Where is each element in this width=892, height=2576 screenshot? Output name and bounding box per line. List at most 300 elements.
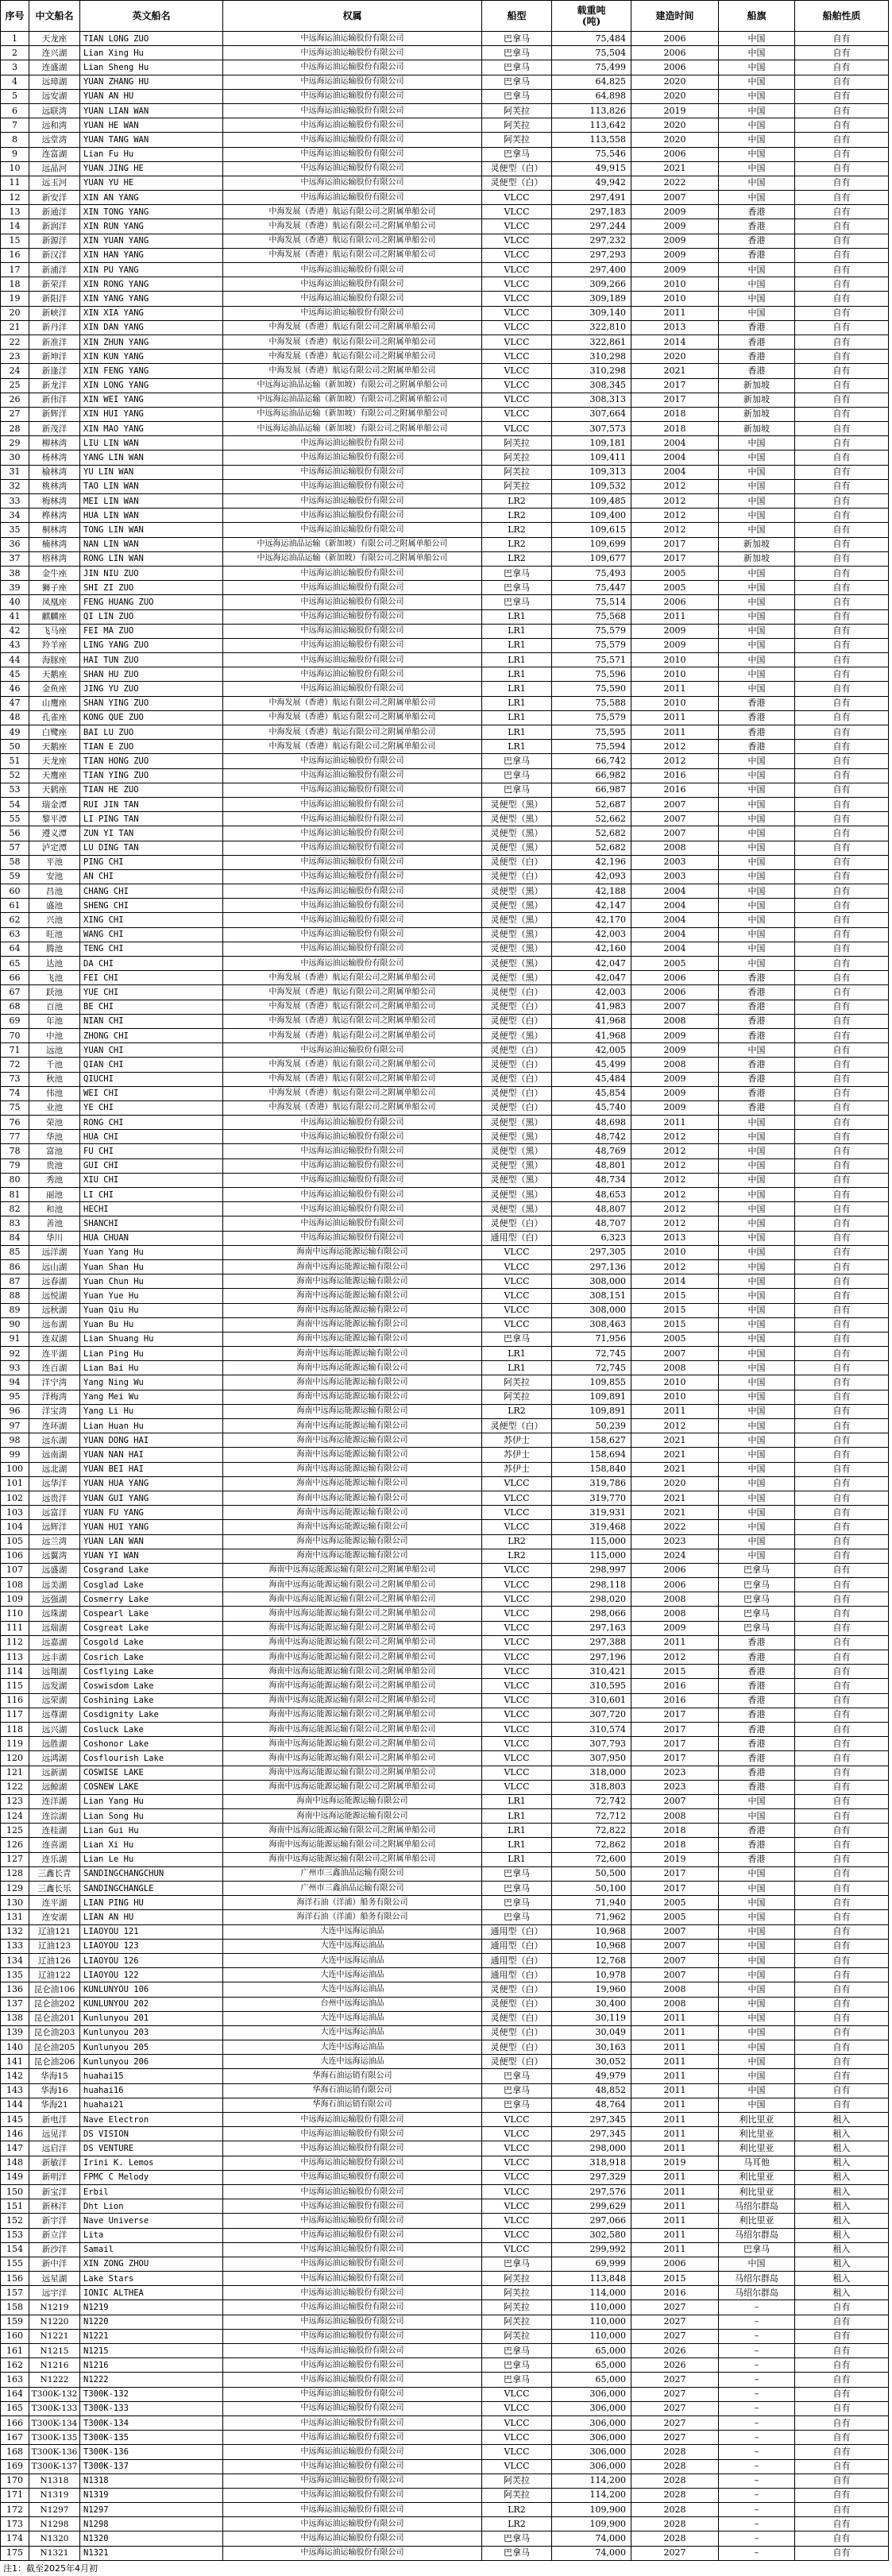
cell-flag: 香港 — [719, 1708, 795, 1722]
cell-ship-type: 阿芙拉 — [482, 118, 552, 133]
cell-dwt: 75,504 — [552, 46, 631, 60]
cell-dwt: 310,421 — [552, 1665, 631, 1679]
cell-seq: 86 — [1, 1259, 29, 1274]
table-row — [1, 509, 889, 523]
cell-ship-type: LR1 — [482, 1838, 552, 1852]
cell-nature: 自有 — [795, 1520, 889, 1534]
cell-en-name: Lian Ping Hu — [80, 1347, 223, 1361]
cell-ship-type: 苏伊士 — [482, 1433, 552, 1448]
cell-build-year: 2007 — [631, 1953, 719, 1967]
cell-en-name: HUA LIN WAN — [80, 509, 223, 523]
table-row — [1, 638, 889, 652]
cell-cn-name: 新电洋 — [29, 2113, 80, 2127]
cell-en-name: Cosgold Lake — [80, 1635, 223, 1650]
cell-seq: 59 — [1, 869, 29, 884]
cell-ownership: 中远海运油运输股份有限公司 — [223, 2199, 482, 2214]
cell-en-name: XIN HUI YANG — [80, 407, 223, 421]
table-row — [1, 2431, 889, 2445]
cell-ship-type: 阿芙拉 — [482, 451, 552, 465]
cell-seq: 69 — [1, 1014, 29, 1028]
cell-ship-type: LR2 — [482, 2503, 552, 2517]
cell-cn-name: T300K-132 — [29, 2387, 80, 2401]
cell-flag: – — [719, 2387, 795, 2401]
cell-dwt: 310,298 — [552, 364, 631, 378]
cell-en-name: LIAOYOU 123 — [80, 1939, 223, 1953]
table-row — [1, 696, 889, 710]
cell-ownership: 海南中远海运能源运输有限公司之附属单船公司 — [223, 1635, 482, 1650]
cell-en-name: Lake Stars — [80, 2272, 223, 2286]
cell-en-name: SHI ZI ZUO — [80, 581, 223, 595]
cell-dwt: 109,615 — [552, 523, 631, 537]
cell-build-year: 2028 — [631, 2445, 719, 2459]
cell-en-name: Lian Xing Hu — [80, 46, 223, 60]
cell-build-year: 2015 — [631, 1289, 719, 1303]
cell-seq: 145 — [1, 2113, 29, 2127]
table-row — [1, 1997, 889, 2011]
cell-en-name: XIU CHI — [80, 1173, 223, 1187]
cell-flag: 中国 — [719, 1939, 795, 1953]
cell-ship-type: 通用型（白） — [482, 1924, 552, 1939]
cell-cn-name: 新宝洋 — [29, 2184, 80, 2199]
table-header-row — [1, 1, 889, 32]
cell-ownership: 中远海运油运输股份有限公司 — [223, 2156, 482, 2170]
cell-en-name: LU DING TAN — [80, 841, 223, 855]
table-row — [1, 2184, 889, 2199]
cell-ownership: 海南中远海运能源运输有限公司之附属单船公司 — [223, 1751, 482, 1766]
cell-ownership: 中远海运油运输股份有限公司 — [223, 797, 482, 811]
cell-flag: 中国 — [719, 191, 795, 205]
cell-seq: 110 — [1, 1607, 29, 1621]
cell-ownership: 中海发展（香港）航运有限公司之附属单船公司 — [223, 234, 482, 248]
cell-flag: 中国 — [719, 277, 795, 292]
cell-ship-type: VLCC — [482, 1520, 552, 1534]
cell-en-name: FENG HUANG ZUO — [80, 595, 223, 609]
cell-ownership: 中远海运油运输股份有限公司 — [223, 2228, 482, 2242]
cell-flag: 中国 — [719, 927, 795, 942]
cell-en-name: T300K-135 — [80, 2431, 223, 2445]
cell-build-year: 2009 — [631, 1621, 719, 1635]
cell-flag: – — [719, 2445, 795, 2459]
cell-seq: 91 — [1, 1332, 29, 1346]
cell-flag: 新加坡 — [719, 407, 795, 421]
cell-ownership: 中远海运油运输股份有限公司 — [223, 1202, 482, 1216]
cell-en-name: XIN WEI YANG — [80, 393, 223, 407]
cell-ship-type: 巴拿马 — [482, 754, 552, 768]
cell-build-year: 2008 — [631, 1361, 719, 1375]
cell-ownership: 海南中远海运能源运输有限公司 — [223, 1404, 482, 1418]
cell-seq: 68 — [1, 1000, 29, 1014]
cell-dwt: 306,000 — [552, 2445, 631, 2459]
cell-seq: 163 — [1, 2373, 29, 2387]
cell-flag: 巴拿马 — [719, 1592, 795, 1607]
cell-flag: 新加坡 — [719, 393, 795, 407]
cell-build-year: 2012 — [631, 494, 719, 509]
cell-build-year: 2011 — [631, 2214, 719, 2228]
cell-seq: 19 — [1, 292, 29, 306]
table-row — [1, 1982, 889, 1997]
cell-build-year: 2011 — [631, 2113, 719, 2127]
cell-ship-type: 阿芙拉 — [482, 103, 552, 118]
cell-seq: 98 — [1, 1433, 29, 1448]
cell-flag: 中国 — [719, 118, 795, 133]
table-row — [1, 1259, 889, 1274]
cell-ownership: 中远海运油运输股份有限公司 — [223, 841, 482, 855]
cell-build-year: 2005 — [631, 957, 719, 971]
cell-seq: 90 — [1, 1317, 29, 1332]
cell-cn-name: 金鱼座 — [29, 682, 80, 696]
table-row — [1, 2242, 889, 2257]
cell-en-name: Cosgreat Lake — [80, 1621, 223, 1635]
cell-nature: 自有 — [795, 1910, 889, 1924]
cell-seq: 127 — [1, 1852, 29, 1866]
cell-flag: 中国 — [719, 812, 795, 826]
cell-en-name: YUE CHI — [80, 985, 223, 1000]
cell-ship-type: VLCC — [482, 191, 552, 205]
cell-seq: 138 — [1, 2011, 29, 2025]
cell-dwt: 42,005 — [552, 1043, 631, 1058]
cell-cn-name: 远新湖 — [29, 1766, 80, 1780]
cell-build-year: 2004 — [631, 913, 719, 927]
cell-cn-name: 跃池 — [29, 985, 80, 1000]
cell-ownership: 海南中远海运能源运输有限公司 — [223, 1448, 482, 1462]
cell-cn-name: 远堂湾 — [29, 133, 80, 147]
cell-cn-name: 新浦洋 — [29, 263, 80, 277]
cell-ship-type: 灵便型（白） — [482, 2011, 552, 2025]
cell-cn-name: 新润洋 — [29, 219, 80, 234]
cell-nature: 自有 — [795, 1534, 889, 1549]
cell-seq: 153 — [1, 2228, 29, 2242]
cell-seq: 167 — [1, 2431, 29, 2445]
cell-nature: 自有 — [795, 1086, 889, 1100]
cell-cn-name: 桐林湾 — [29, 523, 80, 537]
cell-cn-name: 柳林湾 — [29, 436, 80, 451]
cell-ship-type: 阿芙拉 — [482, 465, 552, 479]
cell-flag: 香港 — [719, 1693, 795, 1708]
table-row — [1, 2474, 889, 2488]
cell-ownership: 中海发展（香港）航运有限公司之附属单船公司 — [223, 350, 482, 364]
cell-dwt: 10,968 — [552, 1939, 631, 1953]
cell-flag: 香港 — [719, 1852, 795, 1866]
table-row — [1, 248, 889, 262]
cell-seq: 42 — [1, 624, 29, 638]
cell-seq: 38 — [1, 566, 29, 580]
cell-seq: 124 — [1, 1809, 29, 1824]
cell-en-name: QIAN CHI — [80, 1058, 223, 1072]
cell-en-name: Yang Mei Wu — [80, 1390, 223, 1404]
cell-en-name: huahai16 — [80, 2083, 223, 2098]
cell-nature: 自有 — [795, 826, 889, 841]
table-row — [1, 1780, 889, 1794]
cell-build-year: 2022 — [631, 1520, 719, 1534]
cell-build-year: 2020 — [631, 1476, 719, 1491]
cell-build-year: 2009 — [631, 1086, 719, 1100]
cell-cn-name: 远贵洋 — [29, 1491, 80, 1505]
cell-en-name: Yang Li Hu — [80, 1404, 223, 1418]
cell-cn-name: 新安洋 — [29, 191, 80, 205]
cell-en-name: IONIC ALTHEA — [80, 2286, 223, 2300]
cell-en-name: Nave Universe — [80, 2214, 223, 2228]
cell-dwt: 113,848 — [552, 2272, 631, 2286]
cell-seq: 97 — [1, 1419, 29, 1433]
cell-nature: 自有 — [795, 2040, 889, 2055]
cell-en-name: FPMC C Melody — [80, 2170, 223, 2184]
cell-nature: 自有 — [795, 1578, 889, 1592]
table-row — [1, 1043, 889, 1058]
table-row — [1, 768, 889, 783]
cell-en-name: Lian Xi Hu — [80, 1838, 223, 1852]
cell-ownership: 中远海运油运输股份有限公司 — [223, 957, 482, 971]
cell-flag: 香港 — [719, 710, 795, 725]
cell-en-name: NAN LIN WAN — [80, 537, 223, 551]
table-body — [1, 32, 889, 2561]
cell-en-name: Cosrich Lake — [80, 1650, 223, 1665]
cell-en-name: Cosflying Lake — [80, 1665, 223, 1679]
cell-ship-type: VLCC — [482, 1245, 552, 1259]
cell-nature: 自有 — [795, 191, 889, 205]
header-cn-name: 中文船名 — [29, 1, 80, 32]
cell-nature: 租入 — [795, 2242, 889, 2257]
cell-dwt: 75,514 — [552, 595, 631, 609]
cell-build-year: 2014 — [631, 335, 719, 349]
cell-en-name: NIAN CHI — [80, 1014, 223, 1028]
cell-ship-type: 灵便型（白） — [482, 869, 552, 884]
cell-nature: 自有 — [795, 2300, 889, 2315]
cell-cn-name: 远美湖 — [29, 1578, 80, 1592]
cell-nature: 租入 — [795, 2199, 889, 2214]
table-row — [1, 494, 889, 509]
cell-en-name: Lian Sheng Hu — [80, 60, 223, 75]
cell-seq: 94 — [1, 1375, 29, 1390]
cell-en-name: YUAN BEI HAI — [80, 1462, 223, 1476]
table-row — [1, 234, 889, 248]
table-row — [1, 624, 889, 638]
cell-seq: 64 — [1, 942, 29, 956]
table-row — [1, 205, 889, 219]
cell-nature: 自有 — [795, 1476, 889, 1491]
cell-flag: 中国 — [719, 768, 795, 783]
table-row — [1, 653, 889, 667]
cell-seq: 4 — [1, 75, 29, 89]
cell-build-year: 2004 — [631, 927, 719, 942]
cell-cn-name: 百池 — [29, 1000, 80, 1014]
cell-cn-name: 天鹅座 — [29, 667, 80, 682]
table-row — [1, 1607, 889, 1621]
cell-nature: 自有 — [795, 1028, 889, 1042]
cell-nature: 自有 — [795, 609, 889, 624]
cell-nature: 自有 — [795, 306, 889, 320]
cell-dwt: 308,000 — [552, 1303, 631, 1317]
cell-build-year: 2011 — [631, 2083, 719, 2098]
cell-en-name: JIN NIU ZUO — [80, 566, 223, 580]
cell-seq: 40 — [1, 595, 29, 609]
cell-ship-type: 灵便型（白） — [482, 1982, 552, 1997]
cell-ship-type: VLCC — [482, 422, 552, 436]
cell-ownership: 海南中远海运能源运输有限公司之附属单船公司 — [223, 1607, 482, 1621]
cell-seq: 7 — [1, 118, 29, 133]
cell-dwt: 65,000 — [552, 2373, 631, 2387]
cell-cn-name: 远华洋 — [29, 1476, 80, 1491]
cell-ship-type: 灵便型（黑） — [482, 899, 552, 913]
cell-ship-type: 苏伊士 — [482, 1448, 552, 1462]
cell-ship-type: 巴拿马 — [482, 2083, 552, 2098]
cell-ownership: 中远海运油运输股份有限公司 — [223, 75, 482, 89]
cell-en-name: YE CHI — [80, 1100, 223, 1115]
table-row — [1, 1144, 889, 1158]
cell-cn-name: 远池 — [29, 1043, 80, 1058]
table-row — [1, 1216, 889, 1231]
cell-flag: 巴拿马 — [719, 2242, 795, 2257]
cell-en-name: Yuan Chun Hu — [80, 1274, 223, 1289]
cell-seq: 82 — [1, 1202, 29, 1216]
cell-en-name: Cosflourish Lake — [80, 1751, 223, 1766]
cell-nature: 租入 — [795, 2141, 889, 2156]
cell-cn-name: 远安湖 — [29, 89, 80, 103]
table-row — [1, 1433, 889, 1448]
cell-dwt: 319,786 — [552, 1476, 631, 1491]
cell-ownership: 海南中远海运能源运输有限公司 — [223, 1506, 482, 1520]
cell-dwt: 110,000 — [552, 2315, 631, 2329]
cell-dwt: 110,000 — [552, 2329, 631, 2343]
cell-ownership: 中远海运油运输股份有限公司 — [223, 2503, 482, 2517]
cell-build-year: 2009 — [631, 219, 719, 234]
cell-nature: 自有 — [795, 1347, 889, 1361]
cell-build-year: 2027 — [631, 2431, 719, 2445]
table-row — [1, 797, 889, 811]
cell-en-name: XIN RUN YANG — [80, 219, 223, 234]
cell-seq: 71 — [1, 1043, 29, 1058]
cell-nature: 自有 — [795, 985, 889, 1000]
cell-ship-type: VLCC — [482, 1259, 552, 1274]
cell-dwt: 109,313 — [552, 465, 631, 479]
cell-ownership: 海南中远海运能源运输有限公司 — [223, 1419, 482, 1433]
cell-seq: 169 — [1, 2459, 29, 2474]
cell-cn-name: 昌池 — [29, 884, 80, 899]
cell-dwt: 48,742 — [552, 1130, 631, 1144]
cell-en-name: LIAOYOU 122 — [80, 1968, 223, 1982]
cell-cn-name: 新辉洋 — [29, 407, 80, 421]
cell-ship-type: 灵便型（黑） — [482, 1130, 552, 1144]
table-row — [1, 1231, 889, 1245]
cell-nature: 自有 — [795, 2329, 889, 2343]
cell-ship-type: VLCC — [482, 306, 552, 320]
cell-seq: 173 — [1, 2517, 29, 2532]
cell-flag: 马绍尔群岛 — [719, 2228, 795, 2242]
cell-build-year: 2027 — [631, 2300, 719, 2315]
cell-dwt: 48,707 — [552, 1216, 631, 1231]
cell-ship-type: 灵便型（白） — [482, 1216, 552, 1231]
cell-nature: 自有 — [795, 855, 889, 869]
cell-flag: 中国 — [719, 1910, 795, 1924]
cell-flag: – — [719, 2517, 795, 2532]
cell-ship-type: VLCC — [482, 1693, 552, 1708]
cell-flag: 新加坡 — [719, 378, 795, 393]
cell-ship-type: VLCC — [482, 1679, 552, 1693]
cell-cn-name: 辽油123 — [29, 1939, 80, 1953]
cell-build-year: 2007 — [631, 826, 719, 841]
cell-ship-type: VLCC — [482, 2431, 552, 2445]
table-row — [1, 1000, 889, 1014]
cell-dwt: 74,000 — [552, 2532, 631, 2546]
cell-ship-type: 阿芙拉 — [482, 1390, 552, 1404]
cell-en-name: SHENG CHI — [80, 899, 223, 913]
cell-ship-type: 巴拿马 — [482, 60, 552, 75]
cell-ownership: 中海发展（香港）航运有限公司之附属单船公司 — [223, 1014, 482, 1028]
cell-ship-type: 阿芙拉 — [482, 2488, 552, 2502]
cell-ship-type: VLCC — [482, 1506, 552, 1520]
cell-dwt: 75,594 — [552, 740, 631, 754]
cell-flag: 马绍尔群岛 — [719, 2272, 795, 2286]
cell-nature: 自有 — [795, 869, 889, 884]
cell-flag: 中国 — [719, 1144, 795, 1158]
cell-ownership: 海南中远海运能源运输有限公司之附属单船公司 — [223, 1766, 482, 1780]
cell-dwt: 45,854 — [552, 1086, 631, 1100]
table-row — [1, 927, 889, 942]
cell-en-name: KONG QUE ZUO — [80, 710, 223, 725]
cell-flag: – — [719, 2503, 795, 2517]
cell-ownership: 中远海运油运输股份有限公司 — [223, 884, 482, 899]
cell-nature: 自有 — [795, 1824, 889, 1838]
cell-build-year: 2007 — [631, 1794, 719, 1808]
cell-cn-name: N1320 — [29, 2532, 80, 2546]
cell-dwt: 322,810 — [552, 320, 631, 335]
cell-nature: 自有 — [795, 1158, 889, 1173]
cell-cn-name: 连安湖 — [29, 1910, 80, 1924]
cell-seq: 129 — [1, 1882, 29, 1896]
cell-flag: 中国 — [719, 609, 795, 624]
cell-nature: 自有 — [795, 1375, 889, 1390]
cell-en-name: N1321 — [80, 2546, 223, 2560]
cell-en-name: YUAN JING HE — [80, 161, 223, 176]
cell-flag: 中国 — [719, 1419, 795, 1433]
cell-build-year: 2007 — [631, 1000, 719, 1014]
cell-seq: 85 — [1, 1245, 29, 1259]
cell-en-name: TIAN HONG ZUO — [80, 754, 223, 768]
cell-build-year: 2020 — [631, 118, 719, 133]
cell-flag: – — [719, 2358, 795, 2373]
cell-build-year: 2006 — [631, 1563, 719, 1577]
table-row — [1, 2257, 889, 2271]
cell-nature: 自有 — [795, 942, 889, 956]
cell-en-name: HUA CHI — [80, 1130, 223, 1144]
table-row — [1, 566, 889, 580]
cell-ship-type: 巴拿马 — [482, 2344, 552, 2358]
cell-build-year: 2011 — [631, 2228, 719, 2242]
cell-nature: 自有 — [795, 1896, 889, 1910]
cell-build-year: 2028 — [631, 2474, 719, 2488]
cell-cn-name: 金牛座 — [29, 566, 80, 580]
cell-cn-name: 盛池 — [29, 899, 80, 913]
cell-nature: 自有 — [795, 465, 889, 479]
cell-flag: 巴拿马 — [719, 1578, 795, 1592]
cell-dwt: 74,000 — [552, 2546, 631, 2560]
cell-ownership: 中海发展（香港）航运有限公司之附属单船公司 — [223, 1058, 482, 1072]
cell-dwt: 307,793 — [552, 1737, 631, 1751]
cell-cn-name: 新峡洋 — [29, 306, 80, 320]
cell-dwt: 297,196 — [552, 1650, 631, 1665]
cell-dwt: 299,629 — [552, 2199, 631, 2214]
cell-ship-type: LR2 — [482, 1404, 552, 1418]
cell-build-year: 2011 — [631, 2069, 719, 2083]
cell-build-year: 2021 — [631, 1506, 719, 1520]
cell-nature: 自有 — [795, 696, 889, 710]
cell-build-year: 2008 — [631, 1997, 719, 2011]
header-en-name: 英文船名 — [80, 1, 223, 32]
table-row — [1, 1404, 889, 1418]
cell-cn-name: 远翔湖 — [29, 1665, 80, 1679]
cell-seq: 50 — [1, 740, 29, 754]
cell-flag: 新加坡 — [719, 422, 795, 436]
cell-ship-type: VLCC — [482, 407, 552, 421]
